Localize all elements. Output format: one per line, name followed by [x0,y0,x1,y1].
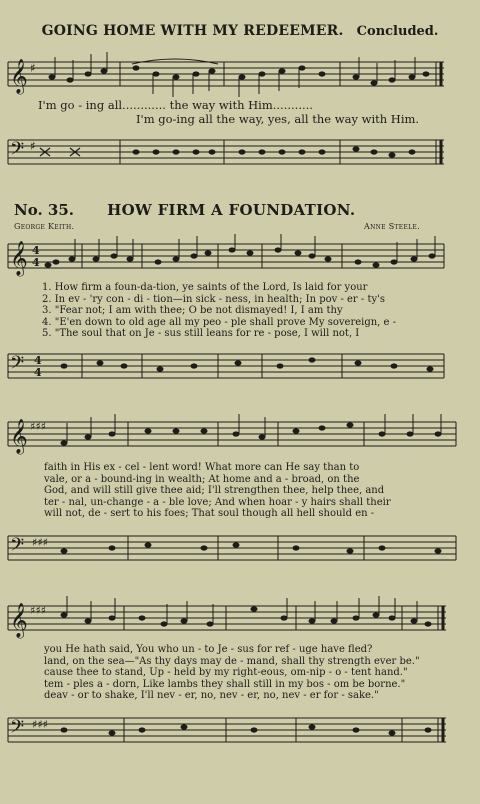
verse-line: 1. How firm a foun-da-tion, ye saints of the Lord, Is laid for your [42,282,368,293]
system-1-bass-staff [0,344,480,394]
system-2-treble-staff [0,412,480,462]
sharp-icon: ♯ [30,61,36,75]
top-treble-staff [0,52,480,102]
song-subtitle: Concluded. [356,24,439,39]
verse-line: vale, or a - bound-ing in wealth; At home and a - broad, on the [44,473,360,485]
treble-clef-icon: 𝄞 [10,59,28,94]
top-lyric-line-1: I'm go - ing all............ the way with Him........... [38,98,313,112]
sharps-icon: ♯♯♯ [30,604,46,617]
verse-line: will not, de - sert to his foes; That soul though all hell should en - [44,508,375,519]
song-title: GOING HOME WITH MY REDEEMER. [41,23,344,39]
system-3-bass-staff [0,708,480,758]
verse-line: tem - ples a - dorn, Like lambs they shall still in my bos - om be borne." [44,678,406,690]
verse-line: 5. "The soul that on Je - sus still leans for re - pose, I will not, I [42,328,360,339]
time-signature-top: 4 [32,244,40,257]
sharp-icon: ♯ [30,139,36,153]
verse-line: God, and will still give thee aid; I'll strengthen thee, help thee, and [44,485,385,496]
bass-clef-icon: 𝄢 [10,535,25,560]
hymn-number: No. 35. [14,201,74,219]
bass-clef-icon: 𝄢 [10,717,25,742]
verse-line: ter - nal, un-change - a - ble love; And when hoar - y hairs shall their [44,496,391,508]
verse-line: deav - or to shake, I'll nev - er, no, nev - er, no, nev - er for - sake." [44,690,379,701]
bass-clef-icon: 𝄢 [10,139,25,164]
verse-line: 4. "E'en down to old age all my peo - ple shall prove My sovereign, e - [42,316,397,328]
author-credit: Anne Steele. [364,222,420,231]
verse-line: faith in His ex - cel - lent word! What more can He say than to [44,462,360,473]
treble-clef-icon: 𝄞 [10,241,28,276]
verse-line: 3. "Fear not; I am with thee; O be not dismayed! I, I am thy [42,305,343,316]
time-signature-bottom: 4 [34,366,42,379]
sharps-icon: ♯♯♯ [32,718,48,731]
system-3-lyrics [44,644,420,702]
treble-clef-icon: 𝄞 [10,603,28,638]
top-lyric-line-2: I'm go-ing all the way, yes, all the way with Him. [136,112,420,126]
system-2-bass-staff [0,526,480,576]
composer-credit: George Keith. [14,222,75,231]
system-1-treble-staff [0,234,480,284]
time-signature-bottom: 4 [32,256,40,269]
time-signature-top: 4 [34,354,42,367]
treble-clef-icon: 𝄞 [10,419,28,454]
verse-line: 2. In ev - 'ry con - di - tion—in sick - ness, in health; In pov - er - ty's [42,293,385,305]
bass-clef-icon: 𝄢 [10,353,25,378]
verse-line: land, on the sea—"As thy days may de - mand, shall thy strength ever be." [44,655,420,667]
verse-line: cause thee to stand, Up - held by my right-eous, om-nip - o - tent hand." [44,667,408,678]
system-1-lyrics [42,282,396,340]
hymn-title: HOW FIRM A FOUNDATION. [107,201,356,219]
top-bass-staff [0,130,480,180]
system-2-lyrics [44,462,391,520]
sharps-icon: ♯♯♯ [30,420,46,433]
page-header [0,20,480,39]
sharps-icon: ♯♯♯ [32,536,48,549]
hymn-heading [14,200,474,219]
verse-line: you He hath said, You who un - to Je - sus for ref - uge have fled? [44,644,373,655]
system-3-treble-staff [0,596,480,646]
